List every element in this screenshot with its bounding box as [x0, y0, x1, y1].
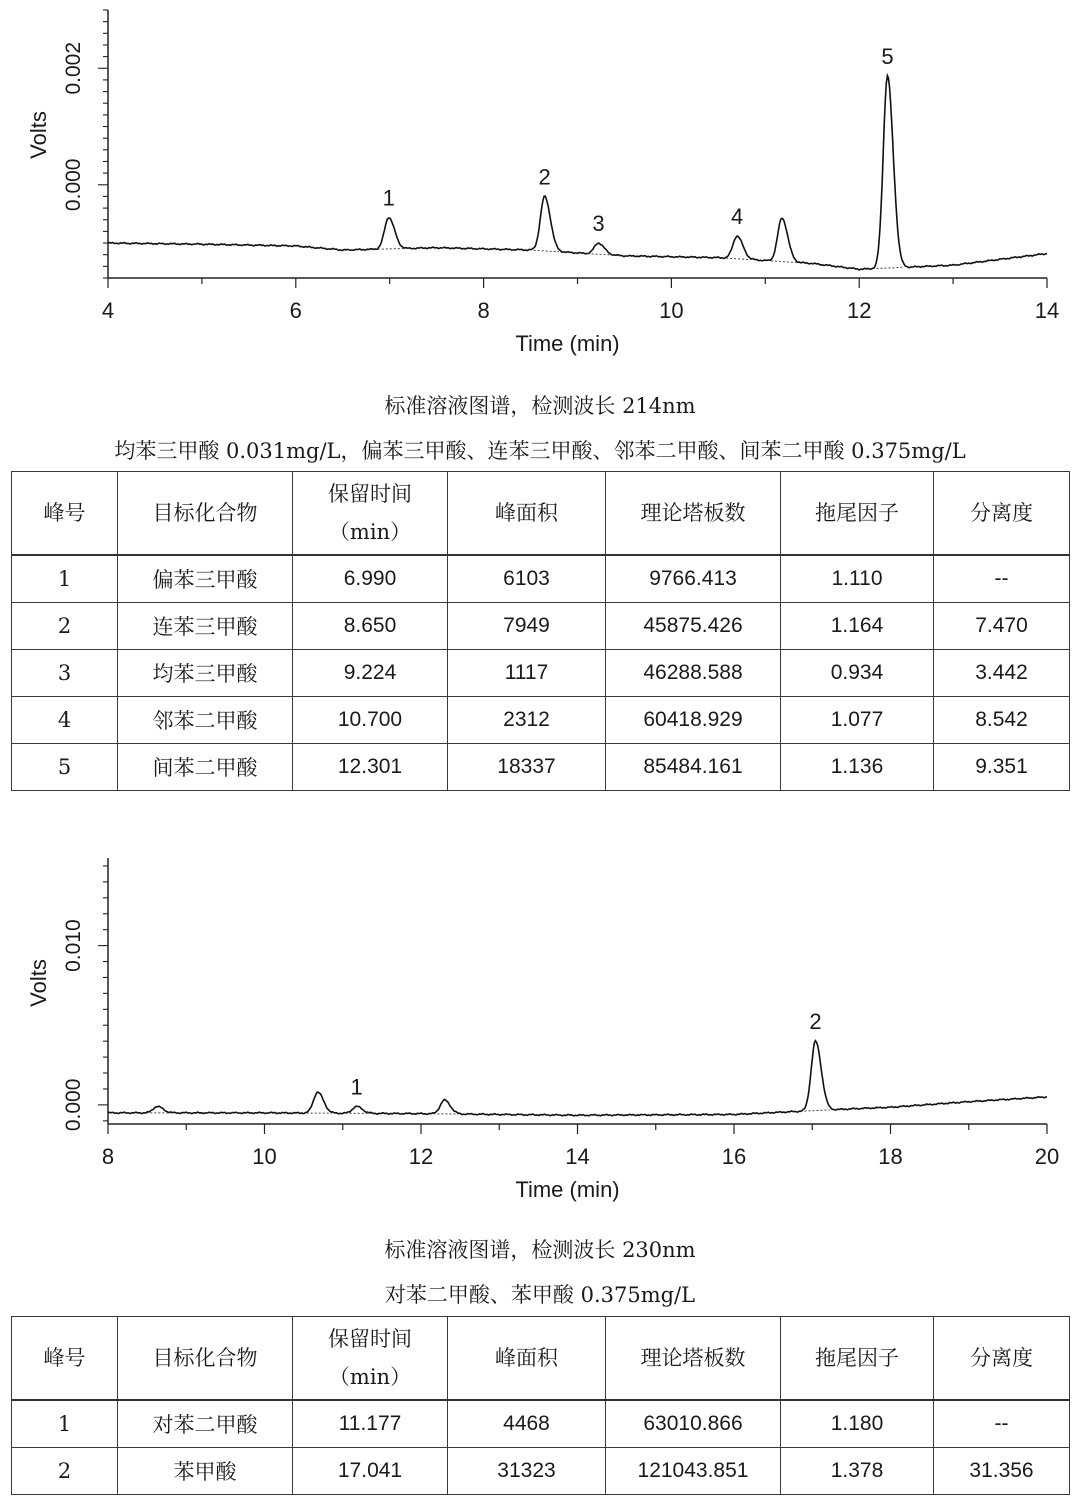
header-rt-line1: 保留时间	[328, 482, 412, 506]
header-peak-area: 峰面积	[448, 472, 606, 556]
results-table-230nm	[11, 1316, 1070, 1495]
caption-214nm-title: 标准溶液图谱，检测波长 214nm	[384, 394, 696, 418]
cell-peak: 2	[12, 1448, 118, 1495]
cell-tailing: 1.164	[781, 603, 934, 650]
y-axis-title: Volts	[26, 959, 51, 1007]
chromatogram-230nm	[0, 840, 1080, 1210]
cell-peak: 4	[12, 697, 118, 744]
peak-label: 4	[731, 204, 744, 230]
cell-compound: 对苯二甲酸	[118, 1400, 293, 1448]
cell-peak: 2	[12, 603, 118, 650]
cell-resolution: --	[934, 1400, 1070, 1448]
cell-area: 18337	[448, 744, 606, 791]
x-tick-label: 12	[846, 298, 872, 323]
cell-tailing: 1.077	[781, 697, 934, 744]
table-row	[12, 1448, 1070, 1495]
peak-label: 3	[592, 211, 605, 237]
cell-peak: 1	[12, 1400, 118, 1448]
x-tick-label: 6	[289, 298, 302, 323]
chromatogram-214nm	[0, 0, 1080, 370]
header-retention-time	[293, 472, 448, 556]
y-tick-label: 0.010	[62, 919, 85, 972]
table-header-row	[12, 1317, 1070, 1401]
x-tick-label: 8	[477, 298, 490, 323]
cell-area: 1117	[448, 650, 606, 697]
cell-tailing: 1.180	[781, 1400, 934, 1448]
y-axis-title: Volts	[26, 111, 51, 159]
x-axis-title: Time (min)	[515, 331, 620, 356]
header-resolution: 分离度	[934, 472, 1070, 556]
cell-area: 4468	[448, 1400, 606, 1448]
x-tick-label: 14	[1034, 298, 1060, 323]
cell-area: 6103	[448, 555, 606, 603]
cell-plates: 121043.851	[606, 1448, 781, 1495]
peak-baseline	[378, 249, 403, 250]
cell-area: 2312	[448, 697, 606, 744]
header-peak-no: 峰号	[12, 1317, 118, 1401]
cell-plates: 85484.161	[606, 744, 781, 791]
y-tick-label: 0.000	[62, 1078, 85, 1132]
cell-compound: 邻苯二甲酸	[118, 697, 293, 744]
y-tick-label: 0.002	[62, 41, 85, 95]
header-theoretical-plates: 理论塔板数	[606, 1317, 781, 1401]
peak-label: 5	[881, 43, 894, 69]
cell-peak: 1	[12, 555, 118, 603]
x-tick-label: 8	[101, 1144, 115, 1169]
header-tailing-factor: 拖尾因子	[781, 1317, 934, 1401]
header-peak-no: 峰号	[12, 472, 118, 556]
peak-label: 1	[382, 185, 395, 211]
cell-resolution: --	[934, 555, 1070, 603]
table-header-row	[12, 472, 1070, 556]
header-rt-line2: （min）	[328, 520, 412, 544]
table-row	[12, 650, 1070, 697]
x-tick-label: 4	[101, 298, 115, 323]
signal-trace	[108, 76, 1047, 270]
cell-tailing: 1.110	[781, 555, 934, 603]
x-tick-label: 10	[252, 1144, 277, 1169]
peak-baseline	[534, 250, 559, 252]
peak-baseline	[876, 267, 901, 268]
cell-rt: 8.650	[293, 603, 448, 650]
cell-rt: 6.990	[293, 555, 448, 603]
header-compound: 目标化合物	[118, 472, 293, 556]
caption-214nm-concentrations: 均苯三甲酸 0.031mg/L，偏苯三甲酸、连苯三甲酸、邻苯二甲酸、间苯二甲酸 0.375mg/L	[114, 439, 966, 463]
x-tick-label: 16	[721, 1144, 747, 1169]
cell-plates: 46288.588	[606, 650, 781, 697]
y-tick-label: 0.000	[62, 158, 85, 212]
table-row	[12, 744, 1070, 791]
header-resolution: 分离度	[934, 1317, 1070, 1401]
cell-rt: 17.041	[293, 1448, 448, 1495]
cell-rt: 12.301	[293, 744, 448, 791]
table-row	[12, 697, 1070, 744]
cell-compound: 间苯二甲酸	[118, 744, 293, 791]
x-tick-label: 20	[1034, 1144, 1060, 1169]
cell-area: 7949	[448, 603, 606, 650]
table-row	[12, 1400, 1070, 1448]
peak-baseline	[726, 258, 751, 260]
x-axis-title: Time (min)	[515, 1177, 620, 1202]
caption-230nm-concentrations: 对苯二甲酸、苯甲酸 0.375mg/L	[384, 1283, 696, 1307]
cell-plates: 9766.413	[606, 555, 781, 603]
cell-tailing: 1.378	[781, 1448, 934, 1495]
cell-plates: 63010.866	[606, 1400, 781, 1448]
header-compound: 目标化合物	[118, 1317, 293, 1401]
peak-baseline	[771, 261, 796, 263]
results-table-214nm	[11, 471, 1070, 791]
signal-trace	[108, 1041, 1047, 1116]
cell-compound: 苯甲酸	[118, 1448, 293, 1495]
x-tick-label: 14	[565, 1144, 590, 1169]
cell-resolution: 8.542	[934, 697, 1070, 744]
cell-resolution: 31.356	[934, 1448, 1070, 1495]
caption-230nm-title: 标准溶液图谱，检测波长 230nm	[384, 1238, 696, 1262]
cell-peak: 3	[12, 650, 118, 697]
header-rt-line1: 保留时间	[328, 1327, 412, 1351]
peak-label: 2	[809, 1009, 822, 1035]
cell-area: 31323	[448, 1448, 606, 1495]
x-tick-label: 10	[659, 298, 684, 323]
cell-peak: 5	[12, 744, 118, 791]
table-row	[12, 603, 1070, 650]
cell-resolution: 7.470	[934, 603, 1070, 650]
peak-baseline	[804, 1110, 829, 1111]
x-tick-label: 18	[878, 1144, 903, 1169]
cell-plates: 60418.929	[606, 697, 781, 744]
header-retention-time	[293, 1317, 448, 1401]
cell-compound: 连苯三甲酸	[118, 603, 293, 650]
table-row	[12, 555, 1070, 603]
cell-compound: 偏苯三甲酸	[118, 555, 293, 603]
x-tick-label: 12	[408, 1144, 434, 1169]
cell-tailing: 0.934	[781, 650, 934, 697]
cell-rt: 10.700	[293, 697, 448, 744]
cell-plates: 45875.426	[606, 603, 781, 650]
header-rt-line2: （min）	[328, 1365, 412, 1389]
header-theoretical-plates: 理论塔板数	[606, 472, 781, 556]
cell-resolution: 9.351	[934, 744, 1070, 791]
cell-resolution: 3.442	[934, 650, 1070, 697]
peak-label: 2	[538, 164, 551, 190]
cell-rt: 11.177	[293, 1400, 448, 1448]
header-peak-area: 峰面积	[448, 1317, 606, 1401]
header-tailing-factor: 拖尾因子	[781, 472, 934, 556]
cell-rt: 9.224	[293, 650, 448, 697]
cell-tailing: 1.136	[781, 744, 934, 791]
peak-label: 1	[350, 1074, 363, 1100]
cell-compound: 均苯三甲酸	[118, 650, 293, 697]
